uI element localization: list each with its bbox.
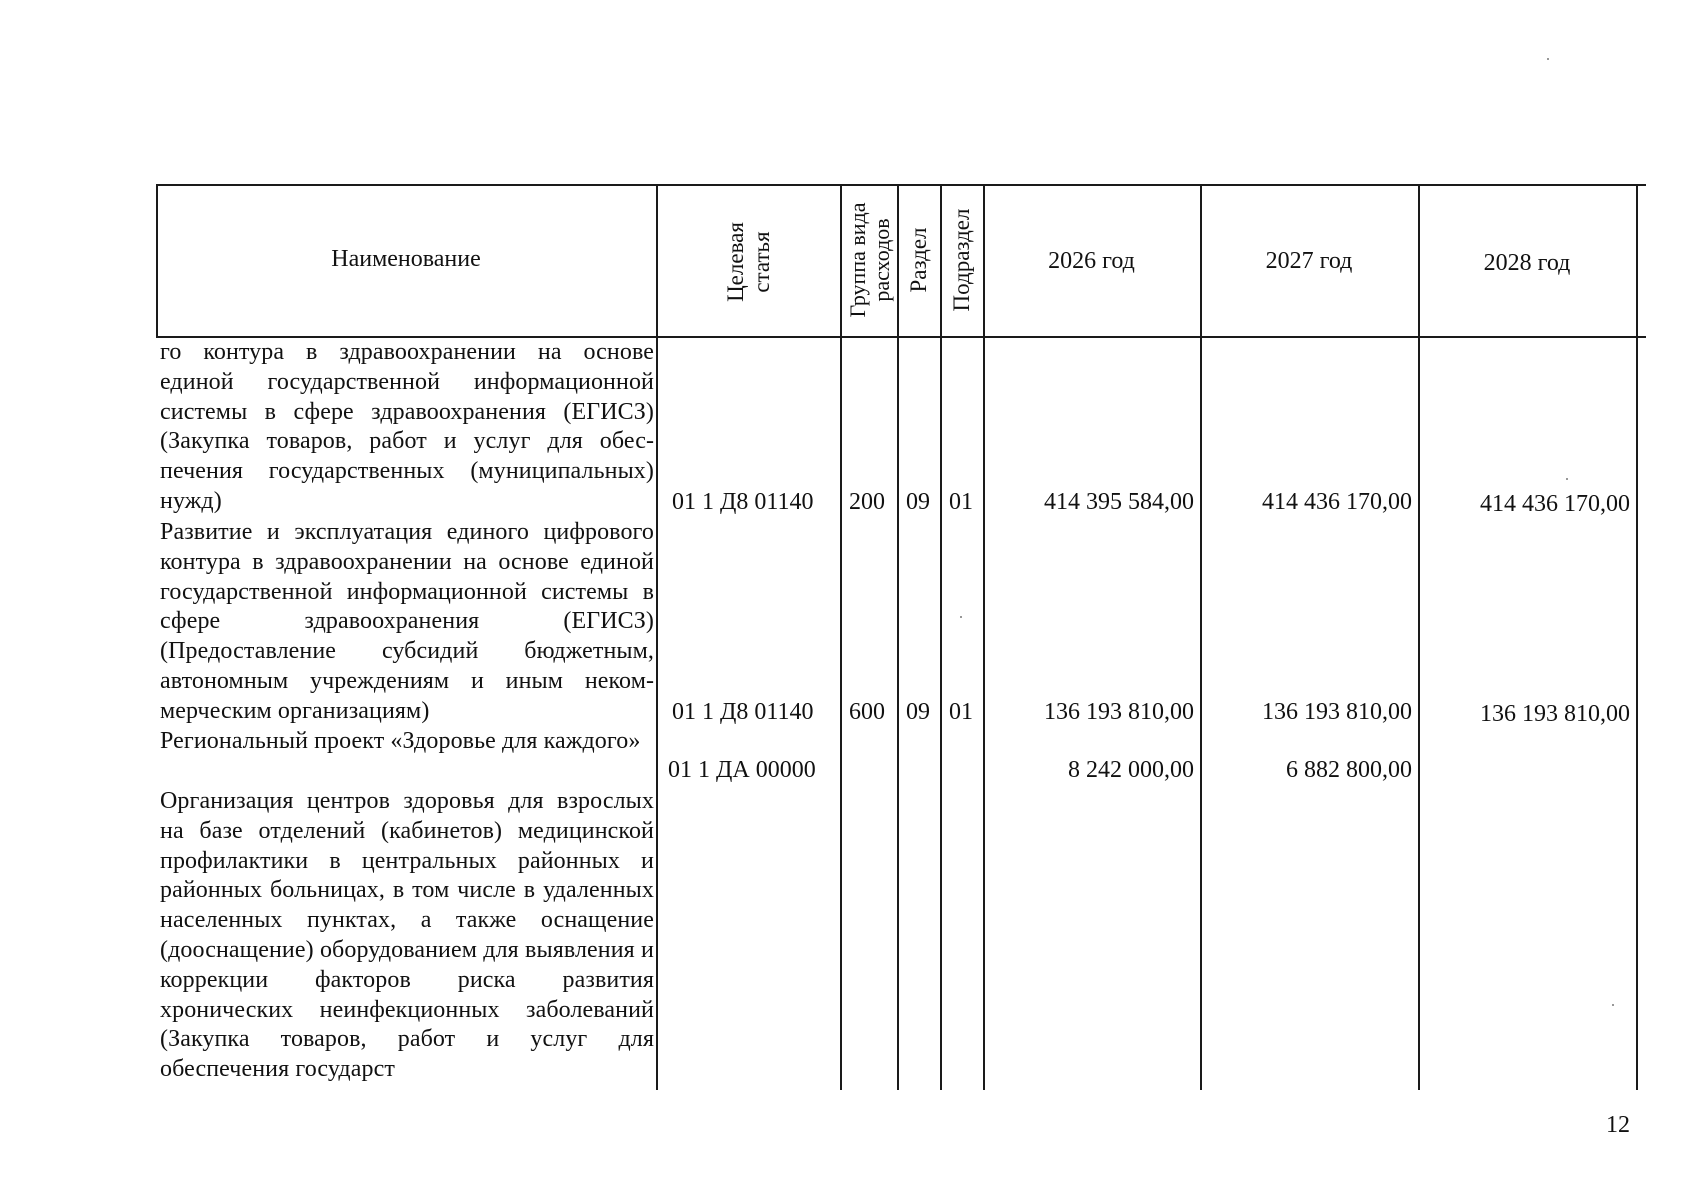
row-2-2028: 136 193 810,00	[1480, 701, 1630, 727]
header-name: Наименование	[331, 246, 481, 272]
row-3-name: Региональный проект «Здоровье для каждого»	[160, 728, 641, 754]
row-1-2028: 414 436 170,00	[1480, 491, 1630, 517]
row-1-2027: 414 436 170,00	[1262, 489, 1412, 515]
row-1-2026: 414 395 584,00	[1044, 489, 1194, 515]
row-3-2027: 6 882 800,00	[1286, 757, 1412, 783]
col-divider-group	[897, 184, 899, 1090]
header-2027: 2027 год	[1265, 248, 1353, 274]
header-target-article: Целевая статья	[723, 222, 774, 302]
scan-speck	[1566, 478, 1568, 480]
row-2-2026: 136 193 810,00	[1044, 699, 1194, 725]
scan-speck	[1612, 1004, 1614, 1006]
row-1-group: 200	[849, 489, 885, 515]
header-subsection: Подраздел	[949, 208, 974, 312]
row-1-name: го контура в здравоохранении на основе единой государственной информационной системы в сфере здравоохранения (ЕГИСЗ) (Закупка товаров, работ и услуг для обеспечения государственных (муниципальных) нужд)	[160, 339, 654, 514]
row-2-section: 09	[906, 699, 930, 725]
table-top-border	[156, 184, 1646, 186]
col-divider-code	[840, 184, 842, 1090]
row-2-group: 600	[849, 699, 885, 725]
row-2-name: Развитие и эксплуатация единого цифрового контура в здравоохранении на основе единой государственной информационной системы в сфере здравоохранения (ЕГИСЗ) (Предоставление субсидий бюджетным, автономным учреждениям и иным некоммерческим организациям)	[160, 519, 654, 724]
header-section: Раздел	[906, 227, 931, 293]
row-2-code: 01 1 Д8 01140	[672, 699, 814, 725]
row-4-name: Организация центров здоровья для взрослых на базе отделений (кабинетов) медицинской профилактики в центральных районных и районных больницах, в том числе в удаленных населенных пунктах, а также оснащение (дооснащение) оборудованием для выявления и коррекции факторов риска развития хронических неинфекционных заболеваний (Закупка товаров, работ и услуг для обеспечения государст	[160, 788, 654, 1083]
col-divider-name	[656, 184, 658, 1090]
row-2-2027: 136 193 810,00	[1262, 699, 1412, 725]
col-divider-2027	[1418, 184, 1420, 1090]
row-2-subsection: 01	[949, 699, 973, 725]
scan-speck	[1547, 58, 1549, 60]
table-right-border	[1636, 184, 1638, 1090]
row-3-code: 01 1 ДА 00000	[668, 757, 816, 783]
row-3-2026: 8 242 000,00	[1068, 757, 1194, 783]
row-1-code: 01 1 Д8 01140	[672, 489, 814, 515]
scan-speck	[960, 616, 962, 618]
col-divider-section	[940, 184, 942, 1090]
col-divider-subsection	[983, 184, 985, 1090]
row-1-subsection: 01	[949, 489, 973, 515]
col-divider-2026	[1200, 184, 1202, 1090]
header-2026: 2026 год	[1048, 248, 1135, 274]
header-expense-group: Группа вида расходов	[845, 202, 894, 318]
page-number: 12	[1606, 1112, 1630, 1138]
header-2028: 2028 год	[1483, 250, 1571, 276]
row-1-section: 09	[906, 489, 930, 515]
